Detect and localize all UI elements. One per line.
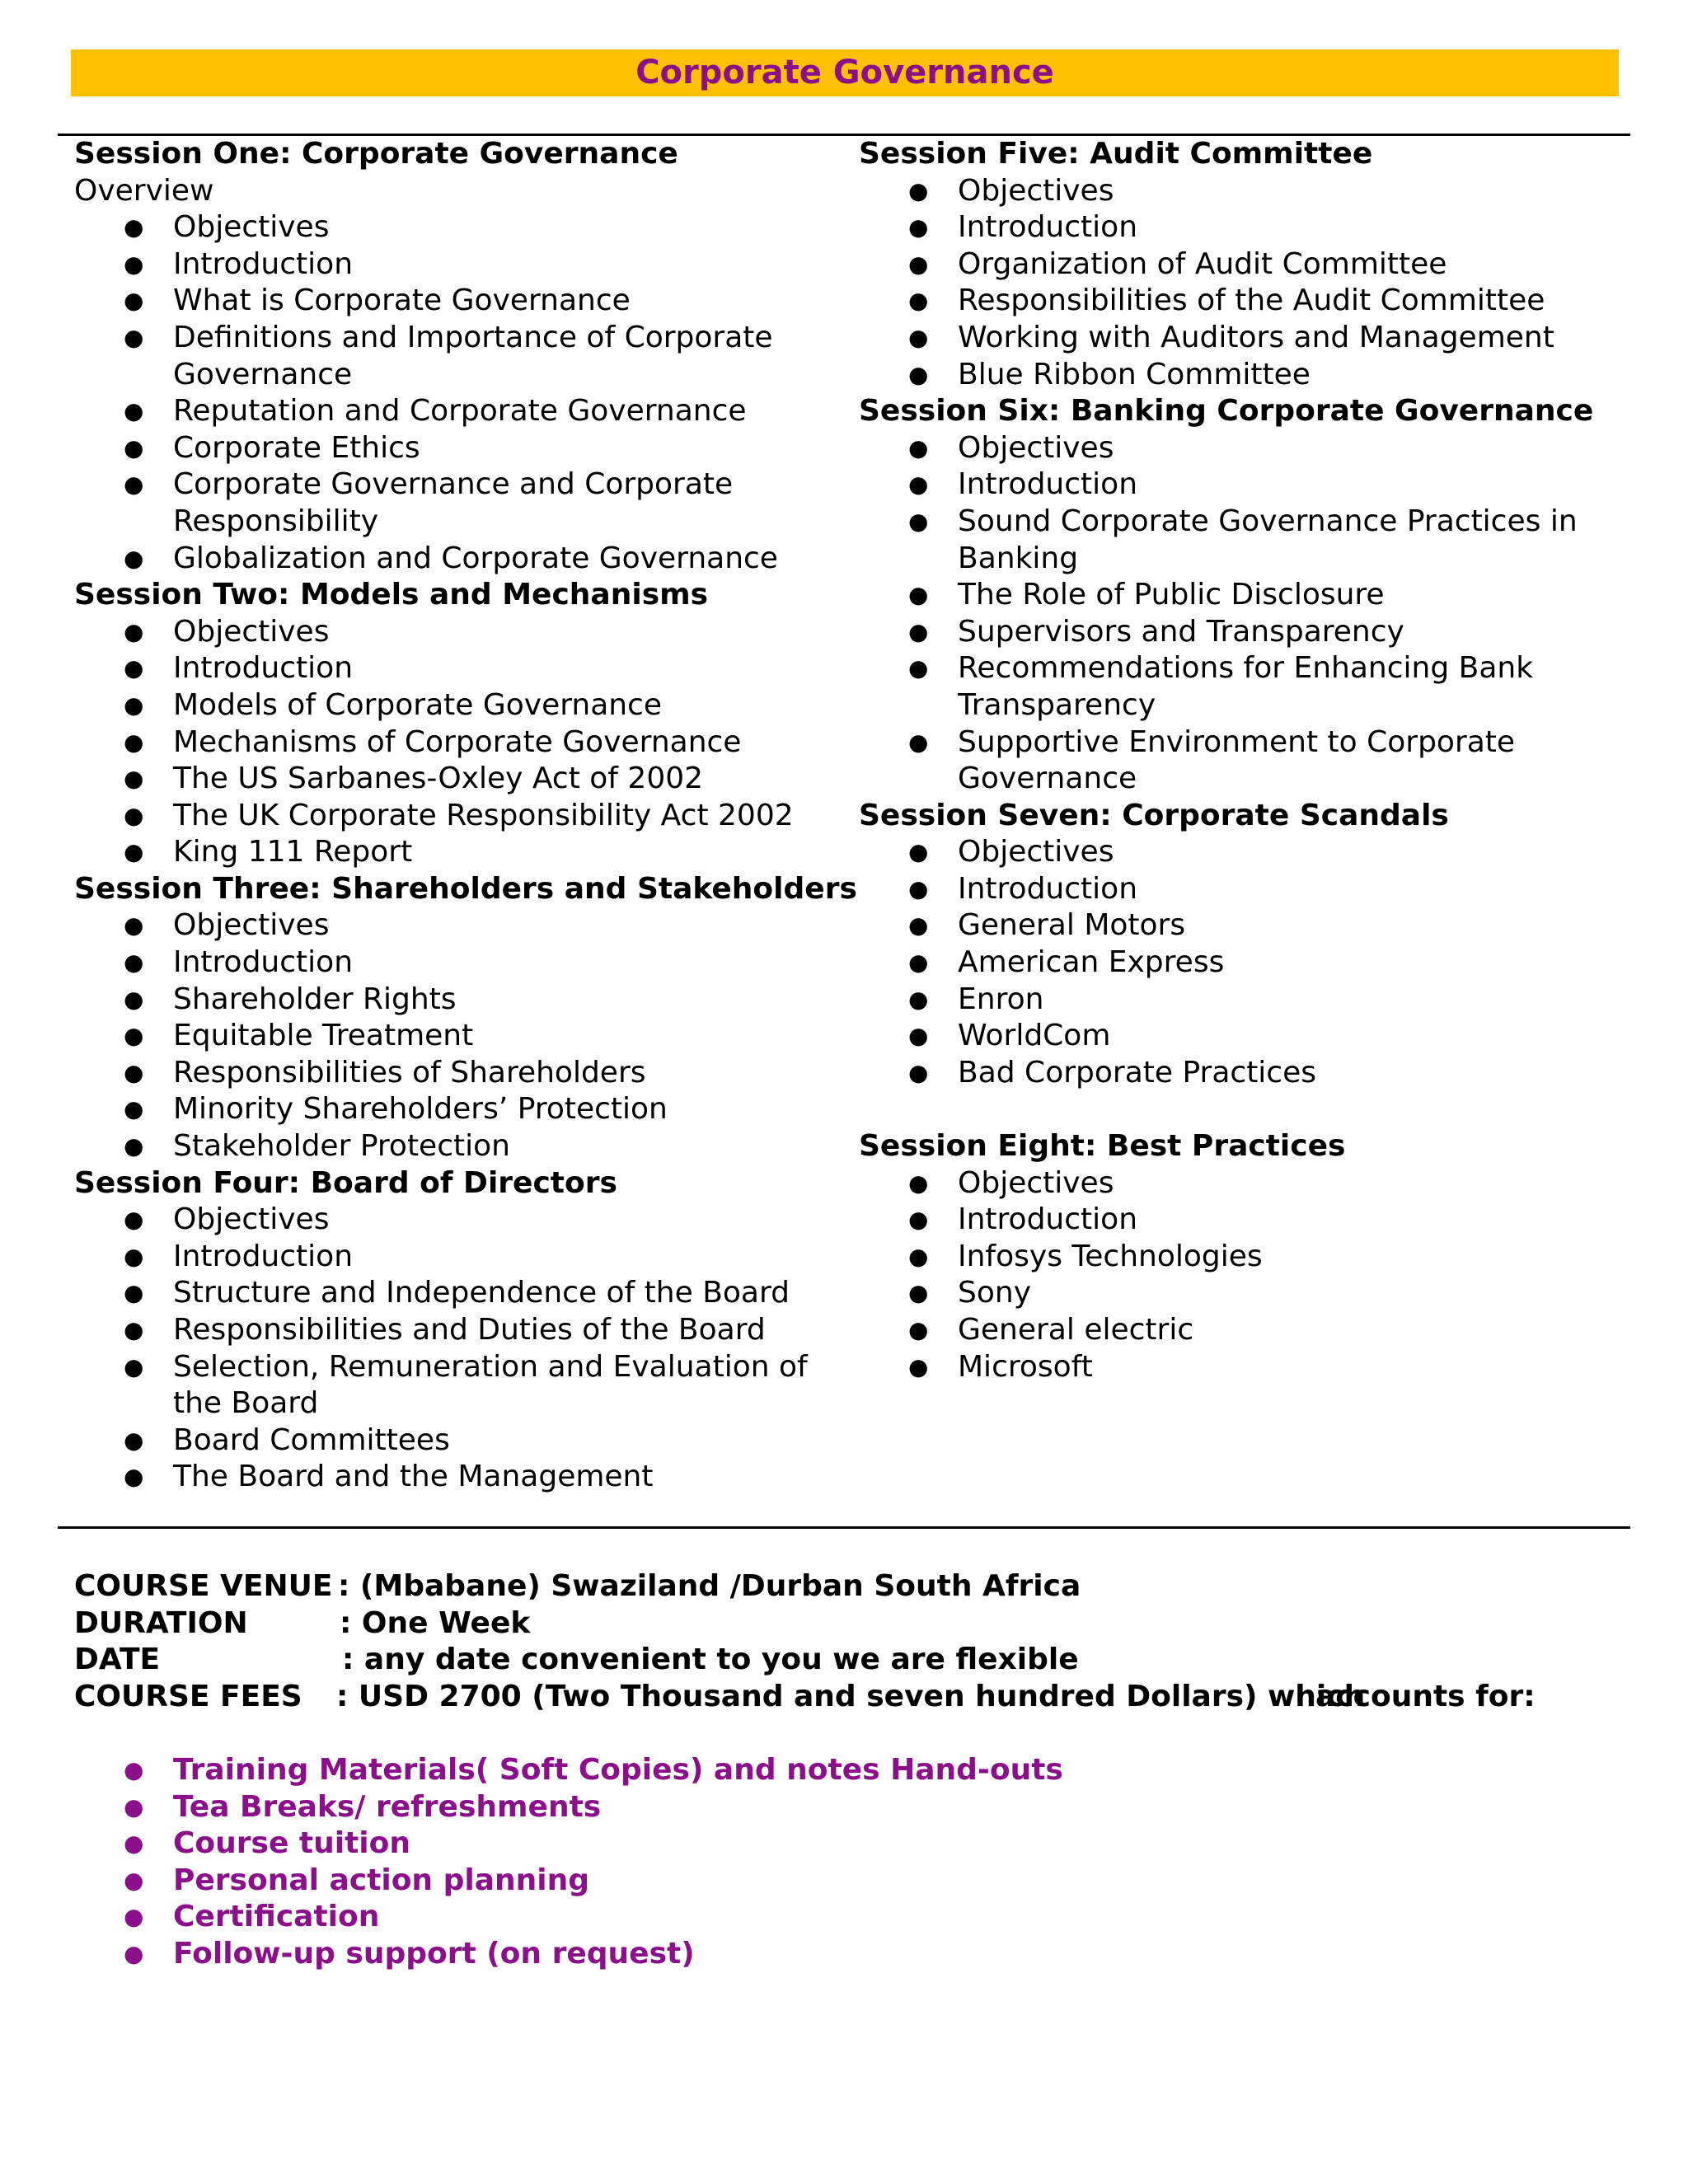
topic-label: Introduction: [958, 210, 1138, 245]
bullet-icon: ●: [124, 287, 144, 315]
duration-label: DURATION: [74, 1605, 248, 1640]
title-banner: [71, 49, 1619, 96]
session-title: Session One: Corporate Governance: [74, 137, 678, 171]
bullet-icon: ●: [908, 213, 929, 241]
topic-label: Introduction: [958, 1202, 1138, 1237]
topic-label: Stakeholder Protection: [173, 1129, 510, 1164]
topic-item: [859, 1275, 1617, 1312]
bullet-icon: ●: [124, 213, 144, 241]
topic-label: Models of Corporate Governance: [173, 687, 663, 722]
topic-item: [859, 173, 1617, 210]
bullet-icon: ●: [124, 1316, 144, 1343]
benefit-item: [74, 1936, 1063, 1973]
session-title: Session Eight: Best Practices: [859, 1129, 1346, 1164]
topic-item: [859, 357, 1617, 394]
topic-item: [859, 650, 1617, 724]
topic-label: The Role of Public Disclosure: [958, 578, 1385, 612]
bullet-icon: ●: [908, 1242, 929, 1270]
topic-item: [74, 1018, 832, 1055]
session-topic-list: [859, 173, 1601, 394]
topic-label: Organization of Audit Committee: [958, 246, 1447, 281]
topic-item: [859, 982, 1617, 1019]
topic-item: [859, 283, 1617, 320]
bullet-icon: ●: [908, 287, 929, 315]
topic-item: [74, 466, 832, 540]
topic-label: The US Sarbanes-Oxley Act of 2002: [173, 762, 704, 796]
topic-item: [859, 834, 1617, 871]
benefit-label: Certification: [173, 1900, 380, 1934]
bullet-icon: ●: [908, 874, 929, 902]
topic-item: [859, 1349, 1617, 1386]
bullet-icon: ●: [124, 949, 144, 977]
topic-label: Objectives: [958, 1165, 1114, 1200]
topic-item: [74, 1239, 832, 1276]
topic-label: Bad Corporate Practices: [958, 1055, 1317, 1090]
topic-label: Objectives: [173, 614, 330, 649]
bullet-icon: ●: [124, 1095, 144, 1123]
bullet-icon: ●: [124, 985, 144, 1013]
bullet-icon: ●: [124, 1756, 144, 1783]
session-subtitle: Overview: [74, 173, 214, 208]
bullet-icon: ●: [908, 360, 929, 388]
topic-item: [74, 246, 832, 284]
bullet-icon: ●: [908, 434, 929, 462]
page-title: Corporate Governance: [635, 54, 1054, 91]
benefit-label: Tea Breaks/ refreshments: [173, 1789, 602, 1824]
bullet-icon: ●: [124, 323, 144, 351]
topic-label: Introduction: [173, 246, 354, 281]
section-spacer: [859, 1091, 1601, 1128]
bullet-icon: ●: [908, 1352, 929, 1380]
session-title: Session Three: Shareholders and Stakeholders: [74, 871, 857, 906]
benefit-label: Personal action planning: [173, 1863, 589, 1897]
topic-item: [859, 466, 1617, 504]
bullet-icon: ●: [124, 1022, 144, 1050]
topic-item: [859, 246, 1617, 284]
topic-label: Globalization and Corporate Governance: [173, 541, 778, 575]
benefit-label: Course tuition: [173, 1826, 410, 1861]
topic-label: Working with Auditors and Management: [958, 320, 1554, 354]
topic-item: [74, 761, 832, 798]
topic-label: Minority Shareholders’ Protection: [173, 1092, 668, 1127]
topic-item: [74, 1349, 832, 1422]
benefit-item: [74, 1863, 1063, 1900]
topic-item: [859, 1165, 1617, 1202]
bullet-icon: ●: [908, 1316, 929, 1343]
topic-item: [74, 650, 832, 687]
session-topic-list: [74, 209, 816, 577]
bullet-icon: ●: [908, 1022, 929, 1050]
fees-value: : USD 2700 (Two Thousand and seven hundred Dollars) which: [336, 1679, 1366, 1713]
bullet-icon: ●: [124, 1939, 144, 1967]
topic-item: [74, 1312, 832, 1349]
bottom-divider: [58, 1526, 1630, 1529]
bullet-icon: ●: [908, 912, 929, 940]
session-topic-list: [74, 907, 816, 1165]
topic-item: [859, 871, 1617, 908]
topic-label: Supervisors and Transparency: [958, 614, 1404, 649]
session-topic-list: [859, 430, 1601, 798]
session-title: Session Five: Audit Committee: [859, 137, 1373, 171]
bullet-icon: ●: [908, 581, 929, 609]
bullet-icon: ●: [908, 323, 929, 351]
topic-label: The Board and the Management: [173, 1460, 654, 1494]
session-title: Session Four: Board of Directors: [74, 1165, 617, 1200]
benefit-item: [74, 1752, 1063, 1789]
topic-label: King 111 Report: [173, 835, 413, 869]
bullet-icon: ●: [908, 617, 929, 645]
topic-label: Board Committees: [173, 1422, 450, 1457]
bullet-icon: ●: [908, 1206, 929, 1234]
topic-item: [859, 1018, 1617, 1055]
bullet-icon: ●: [124, 1242, 144, 1270]
topic-label: Microsoft: [958, 1349, 1093, 1384]
topic-item: [74, 982, 832, 1019]
bullet-icon: ●: [908, 985, 929, 1013]
topic-label: Objectives: [173, 908, 330, 943]
topic-label: Introduction: [173, 945, 354, 980]
bullet-icon: ●: [908, 654, 929, 682]
topic-item: [74, 1091, 832, 1128]
topic-label: Sound Corporate Governance Practices in Banking: [958, 504, 1578, 575]
bullet-icon: ●: [908, 838, 929, 866]
topic-label: Supportive Environment to Corporate Governance: [958, 724, 1516, 796]
topic-label: Selection, Remuneration and Evaluation of the Board: [173, 1349, 808, 1421]
bullet-icon: ●: [124, 434, 144, 462]
session-title: Session Six: Banking Corporate Governance: [859, 394, 1594, 429]
bullet-icon: ●: [124, 1426, 144, 1454]
benefit-item: [74, 1899, 1063, 1936]
benefits-list: [74, 1752, 1063, 1973]
bullet-icon: ●: [124, 1352, 144, 1380]
topic-label: Blue Ribbon Committee: [958, 357, 1311, 391]
bullet-icon: ●: [124, 471, 144, 499]
topic-label: Responsibilities of Shareholders: [173, 1055, 646, 1090]
topic-item: [859, 907, 1617, 944]
topic-label: Recommendations for Enhancing Bank Transparency: [958, 651, 1534, 722]
topic-label: Responsibilities of the Audit Committee: [958, 284, 1545, 318]
topic-label: Sony: [958, 1276, 1031, 1310]
bullet-icon: ●: [124, 1058, 144, 1086]
bullet-icon: ●: [908, 1279, 929, 1307]
topic-item: [74, 1459, 832, 1496]
topic-item: [859, 944, 1617, 982]
session-topic-list: [859, 1165, 1601, 1386]
topic-label: Objectives: [958, 835, 1114, 869]
bullet-icon: ●: [124, 801, 144, 829]
bullet-icon: ●: [908, 250, 929, 278]
bullet-icon: ●: [124, 691, 144, 719]
fees-label: COURSE FEES: [74, 1679, 302, 1713]
topic-item: [74, 1275, 832, 1312]
bullet-icon: ●: [124, 617, 144, 645]
topic-label: Infosys Technologies: [958, 1239, 1263, 1273]
fees-note: accounts for:: [1315, 1679, 1536, 1713]
bullet-icon: ●: [124, 1206, 144, 1234]
topic-label: Introduction: [173, 651, 354, 686]
topic-label: Objectives: [173, 1202, 330, 1237]
topic-label: Mechanisms of Corporate Governance: [173, 724, 742, 759]
bullet-icon: ●: [124, 1463, 144, 1491]
topic-label: Introduction: [173, 1239, 354, 1273]
topic-item: [74, 1128, 832, 1165]
topic-label: Introduction: [958, 467, 1138, 502]
topic-label: American Express: [958, 945, 1225, 980]
bullet-icon: ●: [908, 507, 929, 535]
topic-label: Objectives: [958, 173, 1114, 208]
topic-label: WorldCom: [958, 1019, 1111, 1053]
topic-label: Objectives: [173, 210, 330, 245]
venue-label: COURSE VENUE: [74, 1569, 333, 1603]
topic-item: [859, 614, 1617, 651]
topic-label: General electric: [958, 1313, 1194, 1347]
topic-label: Enron: [958, 982, 1044, 1016]
topic-label: Equitable Treatment: [173, 1019, 474, 1053]
bullet-icon: ●: [908, 949, 929, 977]
topic-item: [859, 1239, 1617, 1276]
bullet-icon: ●: [908, 728, 929, 756]
topic-item: [74, 1422, 832, 1460]
session-title: Session Seven: Corporate Scandals: [859, 798, 1449, 832]
session-topic-list: [74, 1202, 816, 1496]
topic-item: [859, 1202, 1617, 1239]
topic-label: Definitions and Importance of Corporate Governance: [173, 320, 773, 391]
benefit-label: Training Materials( Soft Copies) and notes Hand-outs: [173, 1753, 1063, 1787]
topic-item: [74, 834, 832, 871]
date-value: : any date convenient to you we are flexible: [342, 1643, 1079, 1677]
bullet-icon: ●: [124, 1279, 144, 1307]
bullet-icon: ●: [124, 838, 144, 866]
topic-item: [74, 944, 832, 982]
right-column: [859, 136, 1601, 1385]
bullet-icon: ●: [124, 250, 144, 278]
topic-item: [859, 1312, 1617, 1349]
bullet-icon: ●: [124, 397, 144, 425]
topic-item: [859, 430, 1617, 467]
topic-label: Reputation and Corporate Governance: [173, 394, 747, 429]
topic-item: [74, 614, 832, 651]
topic-item: [74, 541, 832, 578]
bullet-icon: ●: [124, 912, 144, 940]
topic-item: [74, 1055, 832, 1092]
topic-item: [859, 320, 1617, 357]
venue-value: : (Mbabane) Swaziland /Durban South Africa: [338, 1569, 1081, 1603]
topic-item: [74, 209, 832, 246]
topic-label: Objectives: [958, 430, 1114, 465]
session-title: Session Two: Models and Mechanisms: [74, 578, 709, 612]
bullet-icon: ●: [124, 1830, 144, 1858]
topic-label: Introduction: [958, 871, 1138, 906]
bullet-icon: ●: [908, 471, 929, 499]
topic-item: [859, 1055, 1617, 1092]
benefit-label: Follow-up support (on request): [173, 1936, 695, 1971]
bullet-icon: ●: [124, 654, 144, 682]
topic-item: [74, 320, 832, 393]
bullet-icon: ●: [124, 1866, 144, 1894]
topic-label: What is Corporate Governance: [173, 284, 631, 318]
bullet-icon: ●: [124, 1132, 144, 1160]
benefit-item: [74, 1825, 1063, 1863]
topic-item: [859, 504, 1617, 577]
topic-item: [74, 724, 832, 762]
topic-label: General Motors: [958, 908, 1186, 943]
bullet-icon: ●: [124, 1793, 144, 1821]
bullet-icon: ●: [908, 176, 929, 204]
topic-item: [74, 283, 832, 320]
topic-label: Corporate Ethics: [173, 430, 420, 465]
topic-item: [859, 577, 1617, 614]
topic-label: The UK Corporate Responsibility Act 2002: [173, 798, 794, 832]
topic-item: [74, 393, 832, 430]
topic-item: [859, 724, 1617, 798]
topic-item: [859, 209, 1617, 246]
topic-label: Responsibilities and Duties of the Board: [173, 1313, 766, 1347]
session-topic-list: [859, 834, 1601, 1091]
bullet-icon: ●: [124, 1903, 144, 1931]
topic-item: [74, 687, 832, 724]
bullet-icon: ●: [124, 728, 144, 756]
topic-label: Corporate Governance and Corporate Responsibility: [173, 467, 734, 538]
topic-item: [74, 798, 832, 835]
bullet-icon: ●: [124, 544, 144, 572]
session-topic-list: [74, 614, 816, 871]
topic-item: [74, 907, 832, 944]
topic-item: [74, 430, 832, 467]
topic-label: Structure and Independence of the Board: [173, 1276, 790, 1310]
topic-label: Shareholder Rights: [173, 982, 457, 1016]
duration-value: : One Week: [340, 1605, 531, 1640]
topic-item: [74, 1202, 832, 1239]
bullet-icon: ●: [908, 1169, 929, 1197]
date-label: DATE: [74, 1643, 161, 1677]
left-column: [74, 136, 857, 1496]
bullet-icon: ●: [908, 1058, 929, 1086]
benefit-item: [74, 1789, 1063, 1826]
bullet-icon: ●: [124, 765, 144, 793]
